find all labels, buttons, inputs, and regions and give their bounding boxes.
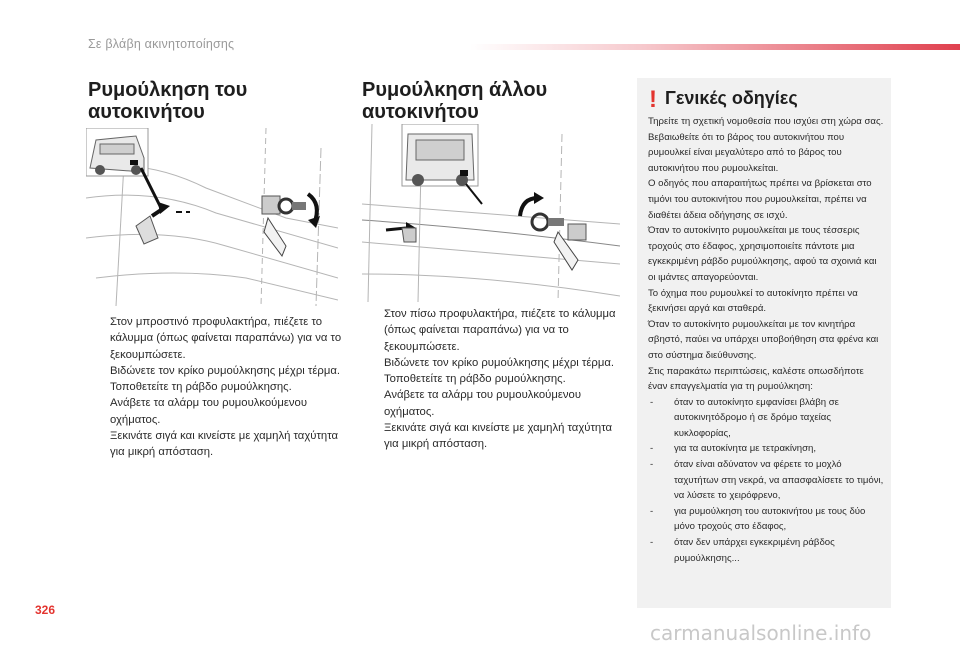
step-text: Βιδώνετε τον κρίκο ρυμούλκησης μέχρι τέρμα.	[384, 356, 615, 369]
chapter-title: Σε βλάβη ακινητοποίησης	[88, 37, 235, 51]
case-item	[648, 441, 884, 457]
header-accent-bar	[470, 44, 960, 50]
general-instructions-title: Γενικές οδηγίες	[665, 88, 798, 108]
step-text: Ανάβετε τα αλάρμ του ρυμουλκούμενου οχήματος.	[384, 389, 582, 418]
step-item	[362, 371, 620, 387]
instruction-paragraph: Όταν το αυτοκίνητο ρυμουλκείται με τους τέσσερις τροχούς στο έδαφος, χρησιμοποιείτε πάντοτε μια εγκεκριμένη ράβδο ρυμούλκησης, αφού τα σχοινιά και οι ιμάντες απαγορεύονται.	[648, 225, 877, 283]
left-section-title	[88, 79, 247, 123]
step-text: Στον πίσω προφυλακτήρα, πιέζετε το κάλυμμα (όπως φαίνεται παραπάνω) για να το ξεκουμπώσετε.	[384, 308, 616, 353]
step-text: Ανάβετε τα αλάρμ του ρυμουλκούμενου οχήματος.	[110, 397, 308, 426]
step-item	[362, 420, 620, 453]
step-item	[362, 355, 620, 371]
dash-marker: -	[650, 537, 654, 549]
instruction-paragraph: Το όχημα που ρυμουλκεί το αυτοκίνητο πρέπει να ξεκινήσει αργά και σταθερά.	[648, 287, 858, 315]
left-title-line2: αυτοκινήτου	[88, 101, 205, 123]
case-text: για τα αυτοκίνητα με τετρακίνηση,	[674, 443, 817, 455]
case-text: όταν το αυτοκίνητο εμφανίσει βλάβη σε αυτοκινητόδρομο ή σε δρόμο ταχείας κυκλοφορίας,	[674, 396, 839, 439]
dash-marker: -	[650, 396, 654, 408]
rear-bumper-drawing	[362, 124, 620, 302]
case-text: για ρυμούλκηση του αυτοκινήτου με τους δύο μόνο τροχούς στο έδαφος,	[674, 505, 866, 533]
instruction-paragraph: Στις παρακάτω περιπτώσεις, καλέστε οπωσδήποτε έναν επαγγελματία για τη ρυμούλκηση:	[648, 365, 864, 393]
case-item	[648, 504, 884, 535]
case-item	[648, 457, 884, 504]
front-tow-hook	[262, 196, 306, 256]
case-item	[648, 395, 884, 442]
dash-marker: -	[650, 505, 654, 517]
dash-marker: -	[650, 459, 654, 471]
middle-title-line1: Ρυμούλκηση άλλου	[362, 79, 548, 101]
step-item	[88, 314, 346, 363]
step-item	[88, 363, 346, 379]
rear-towing-steps	[362, 306, 620, 453]
middle-title-line2: αυτοκινήτου	[362, 101, 479, 123]
case-text: όταν δεν υπάρχει εγκεκριμένη ράβδος ρυμούλκησης...	[674, 537, 835, 564]
vehicle-front-thumbnail	[86, 128, 148, 176]
instruction-paragraph: Ο οδηγός που απαραιτήτως πρέπει να βρίσκεται στο τιμόνι του αυτοκινήτου που ρυμουλκείται, πρέπει να διαθέτει άδεια οδήγησης σε ισχύ.	[648, 178, 872, 221]
step-item	[88, 395, 346, 428]
step-text: Ξεκινάτε σιγά και κινείστε με χαμηλή ταχύτητα για μικρή απόσταση.	[384, 422, 613, 451]
step-item	[88, 428, 346, 461]
step-item	[362, 306, 620, 355]
step-text: Βιδώνετε τον κρίκο ρυμούλκησης μέχρι τέρμα.	[110, 364, 341, 377]
dash-marker: -	[650, 443, 654, 455]
rear-towing-illustration	[362, 124, 620, 302]
general-instructions-body	[648, 114, 884, 566]
instruction-paragraph: Βεβαιωθείτε ότι το βάρος του αυτοκινήτου που ρυμουλκεί είναι μεγαλύτερο από το βάρος του αυτοκινήτου που ρυμουλκείται.	[648, 131, 845, 174]
instruction-paragraph: Όταν το αυτοκίνητο ρυμουλκείται με τον κινητήρα σβηστό, παύει να υπάρχει υποβοήθηση στα φρένα και στο σύστημα διεύθυνσης.	[648, 318, 879, 361]
middle-section-title	[362, 79, 547, 123]
step-text: Τοποθετείτε τη ράβδο ρυμούλκησης.	[110, 381, 292, 394]
front-towing-illustration	[86, 128, 338, 306]
front-bumper-drawing	[86, 128, 338, 306]
instruction-paragraph: Τηρείτε τη σχετική νομοθεσία που ισχύει στη χώρα σας.	[648, 116, 884, 127]
vehicle-rear-thumbnail	[402, 124, 478, 186]
front-towing-steps	[88, 314, 346, 461]
watermark-text[interactable]: carmanualsonline.info	[650, 621, 872, 645]
step-text: Στον μπροστινό προφυλακτήρα, πιέζετε το κάλυμμα (όπως φαίνεται παραπάνω) για να το ξεκουμπώσετε.	[110, 316, 342, 361]
case-text: όταν είναι αδύνατον να φέρετε το μοχλό ταχυτήτων στη νεκρά, να απασφαλίσετε το τιμόνι, να λύσετε το χειρόφρενο,	[674, 459, 884, 502]
step-item	[88, 379, 346, 395]
page-number: 326	[35, 603, 56, 617]
warning-icon: !	[649, 86, 657, 113]
step-text: Ξεκινάτε σιγά και κινείστε με χαμηλή ταχύτητα για μικρή απόσταση.	[110, 430, 339, 459]
left-title-line1: Ρυμούλκηση του	[88, 79, 248, 101]
case-item	[648, 535, 884, 566]
step-text: Τοποθετείτε τη ράβδο ρυμούλκησης.	[384, 373, 566, 386]
step-item	[362, 387, 620, 420]
professional-towing-cases	[648, 395, 884, 567]
